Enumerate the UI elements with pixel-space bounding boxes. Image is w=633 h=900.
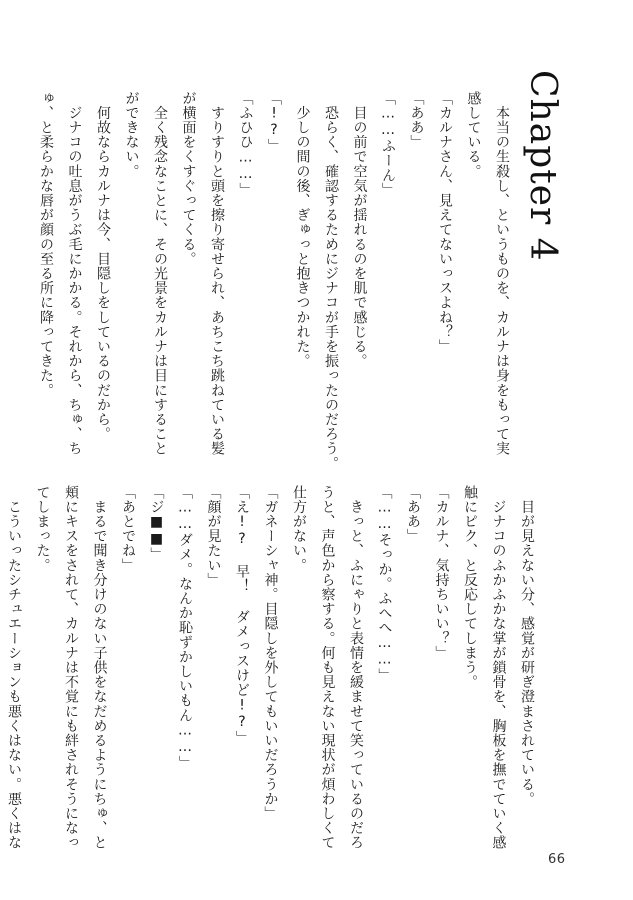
text-column: 「カルナさん、見えてないっスよね？」: [437, 91, 453, 354]
text-column: が横面をくすぐってくる。: [180, 91, 197, 267]
text-column: ジナコの吐息がうぶ毛にかかる。それから、ちゅ、ち: [66, 91, 83, 456]
chapter-title: Chapter 4: [522, 70, 563, 262]
text-column: 「顔が見たい」: [205, 485, 222, 588]
text-column: 恐らく、確認するためにジナコが手を振ったのだろう。: [323, 91, 339, 471]
text-column: 頬にキスをされて、カルナは不覚にも絆されそうになっ: [63, 485, 79, 850]
text-column: 目が見えない分、感覚が研ぎ澄まされている。: [519, 485, 535, 807]
text-column: 「え!? 早！ ダメっスけど!?」: [234, 485, 250, 746]
text-column: 「……そっか。ふへへ……」: [376, 485, 393, 683]
text-column: 感している。: [465, 91, 482, 179]
text-column: ゅ、と柔らかな唇が顔の至る所に降ってきた。: [38, 91, 54, 398]
text-column: 「ガネーシャ神。目隠しを外してもいいだろうか」: [262, 485, 279, 821]
text-column: きっと、ふにゃりと表情を緩ませて笑っているのだろ: [348, 485, 364, 850]
text-column: 「カルナ、気持ちいい？」: [433, 485, 450, 661]
text-column: てしまった。: [34, 485, 51, 573]
lower-text-block: [0, 485, 541, 850]
text-column: すりすりと頭を擦り寄せられ、あちこち跳ねている髪: [209, 91, 225, 456]
text-column: 「……ダメ。なんか恥ずかしいもん……」: [177, 485, 193, 771]
upper-text-block: [32, 91, 517, 471]
text-column: 「!?」: [266, 91, 282, 154]
text-column: まるで聞き分けのない子供をなだめるようにちゅ、と: [91, 485, 108, 850]
text-column: ができない。: [123, 91, 140, 179]
text-column: 何故ならカルナは今、目隠しをしているのだから。: [95, 91, 111, 442]
text-column: 全く残念なことに、その光景をカルナは目にすること: [152, 91, 168, 456]
text-column: こういったシチュエーションも悪くはない。悪くはな: [6, 485, 22, 850]
text-column: 「ジ■■」: [148, 485, 165, 562]
text-column: 本当の生殺し、というものを、カルナは身をもって実: [494, 91, 510, 456]
text-column: 「ああ」: [405, 485, 421, 544]
text-column: 「ふひひ……」: [237, 91, 254, 198]
text-column: 「……ふーん」: [380, 91, 396, 198]
text-column: 「あとでね」: [120, 485, 136, 573]
text-column: 「ああ」: [408, 91, 425, 150]
page-number: 66: [548, 852, 566, 867]
text-column: 触にピク、と反応してしまう。: [462, 485, 478, 690]
text-column: ジナコのふかふかな掌が鎖骨を、胸板を撫でていく感: [490, 485, 507, 850]
text-column: 目の前で空気が揺れるのを肌で感じる。: [351, 91, 368, 369]
text-column: うと、声色から察する。何も見えない現状が煩わしくて: [319, 485, 336, 850]
text-column: 仕方がない。: [291, 485, 307, 573]
text-column: 少しの間の後、ぎゅっと抱きつかれた。: [294, 91, 311, 369]
